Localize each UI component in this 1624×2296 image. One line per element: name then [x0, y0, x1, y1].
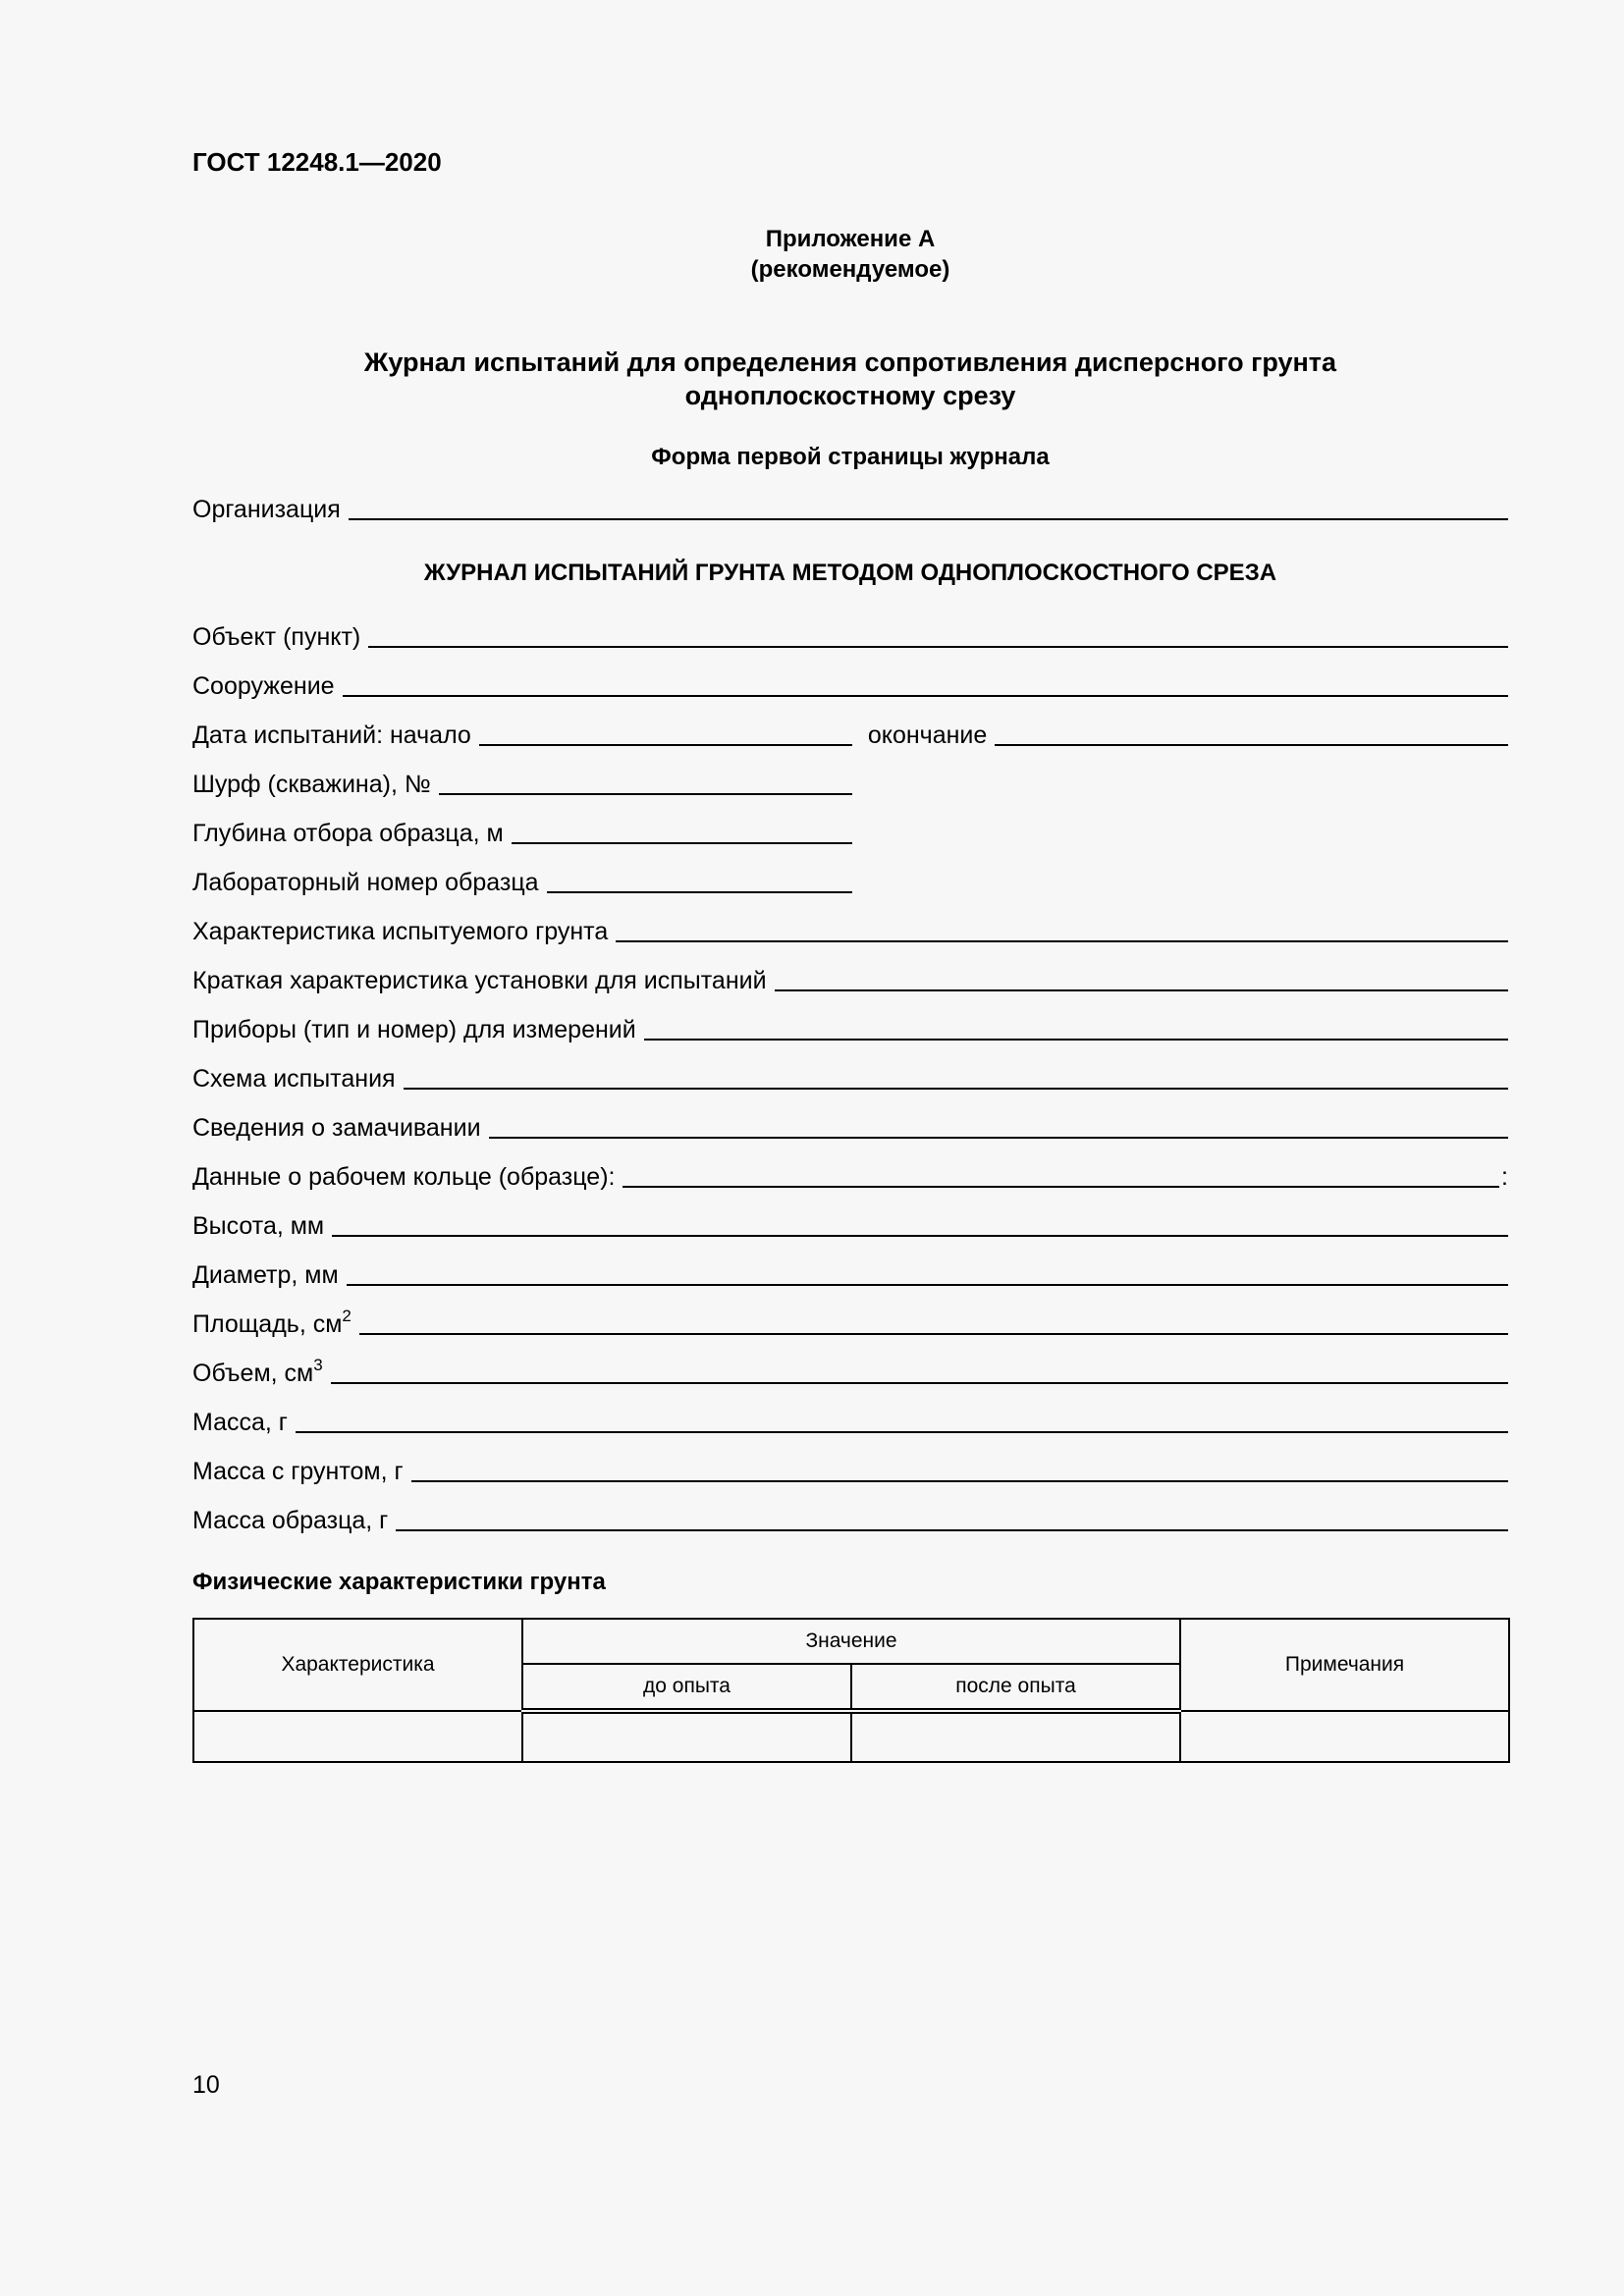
- test-date-end-label: окончание: [867, 721, 988, 749]
- ring-data-field: [192, 1158, 1508, 1192]
- header-characteristic: Характеристика: [193, 1619, 522, 1711]
- height-label: Высота, мм: [192, 1212, 325, 1240]
- volume-label-text: Объем, см: [192, 1360, 314, 1387]
- appendix-title: Приложение А: [765, 226, 936, 252]
- volume-field: [192, 1355, 1508, 1388]
- journal-heading: ЖУРНАЛ ИСПЫТАНИЙ ГРУНТА МЕТОДОМ ОДНОПЛОСКОСТНОГО СРЕЗА: [423, 560, 1277, 586]
- ring-data-colon: :: [1501, 1163, 1508, 1191]
- depth-field: [192, 815, 852, 848]
- sample-mass-field: [192, 1502, 1508, 1535]
- diameter-label: Диаметр, мм: [192, 1261, 339, 1289]
- header-before-test: до опыта: [522, 1664, 851, 1711]
- soil-char-input-line[interactable]: [616, 940, 1508, 942]
- sample-mass-input-line[interactable]: [396, 1529, 1508, 1531]
- volume-superscript: 3: [313, 1355, 323, 1374]
- depth-input-line[interactable]: [512, 842, 852, 844]
- table-header-row: [193, 1619, 1509, 1664]
- depth-label: Глубина отбора образца, м: [192, 820, 504, 847]
- setup-char-input-line[interactable]: [775, 989, 1508, 991]
- journal-title-line-1: Журнал испытаний для определения сопротивления дисперсного грунта: [363, 347, 1337, 377]
- object-label: Объект (пункт): [192, 623, 361, 651]
- mass-input-line[interactable]: [296, 1431, 1508, 1433]
- scheme-label: Схема испытания: [192, 1065, 396, 1093]
- mass-with-soil-field: [192, 1453, 1508, 1486]
- lab-number-input-line[interactable]: [547, 891, 852, 893]
- ring-data-label: Данные о рабочем кольце (образце):: [192, 1163, 616, 1191]
- setup-char-field: [192, 962, 1508, 995]
- diameter-input-line[interactable]: [347, 1284, 1508, 1286]
- object-field: [192, 618, 1508, 652]
- physical-characteristics-table: [192, 1618, 1510, 1763]
- sample-mass-label: Масса образца, г: [192, 1507, 389, 1534]
- page-number: 10: [192, 2071, 220, 2099]
- diameter-field: [192, 1256, 1508, 1290]
- mass-with-soil-input-line[interactable]: [411, 1480, 1508, 1482]
- cell-characteristic[interactable]: [193, 1711, 522, 1762]
- appendix-subtitle: (рекомендуемое): [750, 256, 950, 283]
- header-notes: Примечания: [1180, 1619, 1509, 1711]
- mass-with-soil-label: Масса с грунтом, г: [192, 1458, 404, 1485]
- header-after-test: после опыта: [851, 1664, 1180, 1711]
- area-input-line[interactable]: [359, 1333, 1508, 1335]
- structure-input-line[interactable]: [343, 695, 1508, 697]
- organization-input-line[interactable]: [349, 518, 1508, 520]
- physical-section-heading: Физические характеристики грунта: [192, 1569, 606, 1595]
- instruments-input-line[interactable]: [644, 1039, 1508, 1041]
- structure-field: [192, 667, 1508, 701]
- organization-field: [192, 491, 1508, 524]
- header-value: Значение: [522, 1619, 1180, 1664]
- pit-label: Шурф (скважина), №: [192, 771, 431, 798]
- soil-char-label: Характеристика испытуемого грунта: [192, 918, 609, 945]
- journal-title-line-2: одноплоскостному срезу: [684, 381, 1016, 410]
- pit-input-line[interactable]: [439, 793, 852, 795]
- test-date-start-label: Дата испытаний: начало: [192, 721, 471, 749]
- organization-label: Организация: [192, 496, 341, 523]
- soaking-input-line[interactable]: [489, 1137, 1508, 1139]
- volume-label: [192, 1355, 331, 1388]
- area-field: [192, 1306, 1508, 1339]
- instruments-label: Приборы (тип и номер) для измерений: [192, 1016, 636, 1043]
- ring-data-input-line[interactable]: [623, 1186, 1499, 1188]
- cell-before-test[interactable]: [522, 1711, 851, 1762]
- lab-number-field: [192, 864, 852, 897]
- volume-input-line[interactable]: [331, 1382, 1508, 1384]
- structure-label: Сооружение: [192, 672, 335, 700]
- soaking-label: Сведения о замачивании: [192, 1114, 481, 1142]
- cell-notes[interactable]: [1180, 1711, 1509, 1762]
- mass-field: [192, 1404, 1508, 1437]
- soaking-field: [192, 1109, 1508, 1143]
- instruments-field: [192, 1011, 1508, 1044]
- soil-char-field: [192, 913, 1508, 946]
- test-date-start-input-line[interactable]: [479, 744, 852, 746]
- journal-title: [192, 346, 1508, 412]
- height-field: [192, 1207, 1508, 1241]
- area-label-text: Площадь, см: [192, 1310, 343, 1338]
- test-date-end-input-line[interactable]: [995, 744, 1508, 746]
- document-code: ГОСТ 12248.1—2020: [192, 147, 442, 177]
- area-superscript: 2: [342, 1306, 352, 1325]
- area-label: [192, 1306, 359, 1339]
- scheme-input-line[interactable]: [404, 1088, 1508, 1090]
- pit-field: [192, 766, 852, 799]
- object-input-line[interactable]: [368, 646, 1508, 648]
- mass-label: Масса, г: [192, 1409, 288, 1436]
- form-caption: Форма первой страницы журнала: [651, 444, 1050, 470]
- scheme-field: [192, 1060, 1508, 1094]
- test-date-field: [192, 717, 1508, 750]
- height-input-line[interactable]: [332, 1235, 1508, 1237]
- cell-after-test[interactable]: [851, 1711, 1180, 1762]
- lab-number-label: Лабораторный номер образца: [192, 869, 539, 896]
- setup-char-label: Краткая характеристика установки для испытаний: [192, 967, 767, 994]
- table-row: [193, 1711, 1509, 1762]
